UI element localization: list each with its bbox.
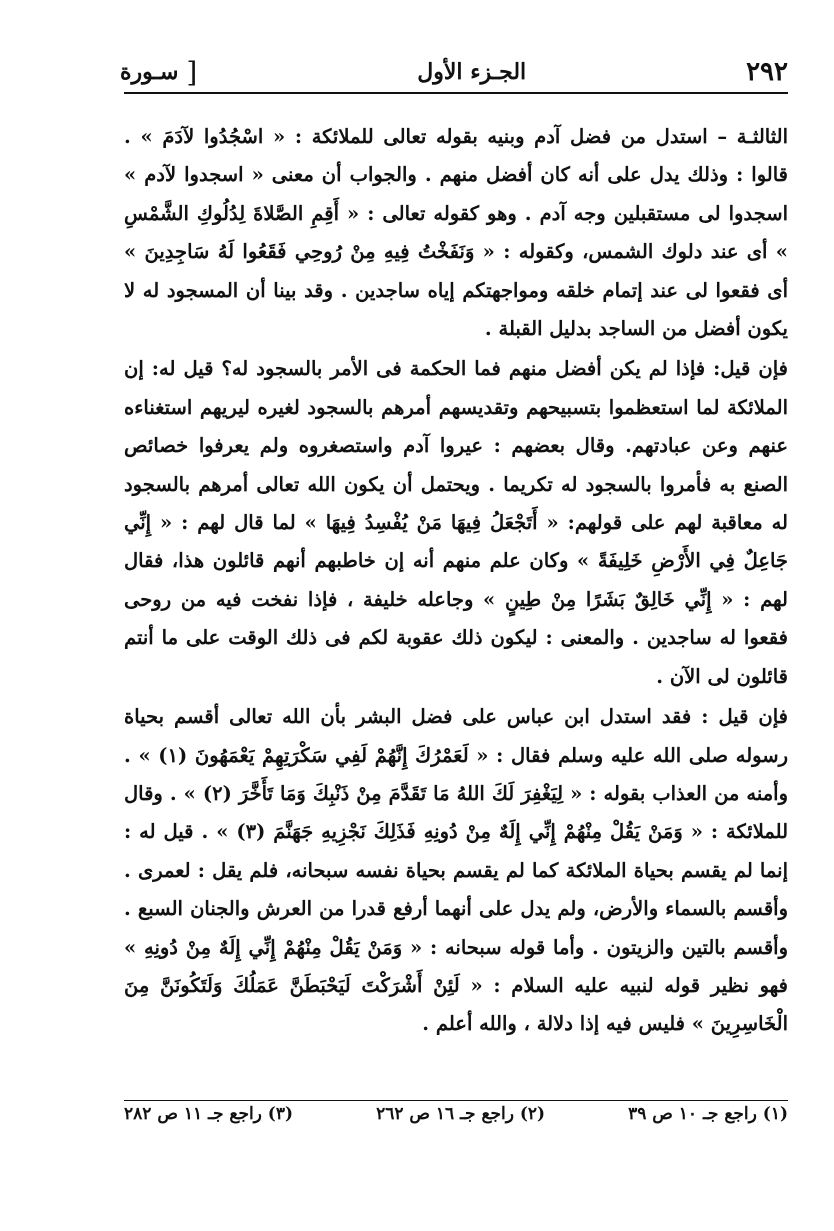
- footnote-2: (٢) راجع جـ ١٦ ص ٢٦٢: [376, 1104, 546, 1124]
- footnote-3: (٣) راجع جـ ١١ ص ٢٨٢: [124, 1104, 294, 1124]
- header-bracket: [: [186, 55, 198, 89]
- surah-label-group: [120, 56, 197, 89]
- surah-label: سـورة: [120, 59, 179, 85]
- page-number: ٢٩٢: [746, 57, 788, 87]
- paragraph-third-point: الثالثـة – استدل من فضل آدم وبنيه بقوله تعالى للملائكة : « اسْجُدُوا لآدَمَ » . قالوا : وذلك يدل على أنه كان أفضل منهم . والجواب أن معنى « اسجدوا لآدم » اسجدوا لى مستقبلين وجه آدم . وهو كقوله تعالى : « أَقِمِ الصَّلاةَ لِدُلُوكِ الشَّمْسِ » أى عند دلوك الشمس، وكقوله : « وَنَفَخْتُ فِيهِ مِنْ رُوحِي فَقَعُوا لَهُ سَاجِدِينَ » أى فقعوا لى عند إتمام خلقه ومواجهتكم إياه ساجدين . وقد بينا أن المسجود له لا يكون أفضل من الساجد بدليل القبلة .: [124, 125, 788, 341]
- footnote-1: (١) راجع جـ ١٠ ص ٣٩: [628, 1104, 788, 1124]
- footnotes: [124, 1104, 788, 1124]
- footnote-rule: [124, 1100, 788, 1101]
- page-body: [124, 118, 788, 1044]
- page-header: [120, 56, 788, 88]
- paragraph-ibn-abbas: فإن قيل : فقد استدل ابن عباس على فضل البشر بأن الله تعالى أقسم بحياة رسوله صلى الله عليه وسلم فقال : « لَعَمْرُكَ إِنَّهُمْ لَفِي سَكْرَتِهِمْ يَعْمَهُونَ (١) » . وأمنه من العذاب بقوله : « لِيَغْفِرَ لَكَ اللهُ مَا تَقَدَّمَ مِنْ ذَنْبِكَ وَمَا تَأَخَّرَ (٢) » . وقال للملائكة : « وَمَنْ يَقُلْ مِنْهُمْ إِنِّي إِلَهٌ مِنْ دُونِهِ فَذَلِكَ نَجْزِيهِ جَهَنَّمَ (٣) » . قيل له : إنما لم يقسم بحياة الملائكة كما لم يقسم بحياة نفسه سبحانه، فلم يقل : لعمرى . وأقسم بالسماء والأرض، ولم يدل على أنهما أرفع قدرا من العرش والجنان السبع . وأقسم بالتين والزيتون . وأما قوله سبحانه : « وَمَنْ يَقُلْ مِنْهُمْ إِنِّي إِلَهٌ مِنْ دُونِهِ » فهو نظير قوله لنبيه عليه السلام : « لَئِنْ أَشْرَكْتَ لَيَحْبَطَنَّ عَمَلُكَ وَلَتَكُونَنَّ مِنَ الْخَاسِرِينَ » فليس فيه إذا دلالة ، والله أعلم .: [124, 705, 789, 1036]
- running-title: الجـزء الأول: [417, 59, 527, 85]
- paragraph-question-wisdom: فإن قيل: فإذا لم يكن أفضل منهم فما الحكمة فى الأمر بالسجود له؟ قيل له: إن الملائكة لما استعظموا بتسبيحهم وتقديسهم أمرهم بالسجود لغيره ليريهم استغناءه عنهم وعن عبادتهم. وقال بعضهم : عيروا آدم واستصغروه ولم يعرفوا خصائص الصنع به فأمروا بالسجود له تكريما . ويحتمل أن يكون الله تعالى أمرهم بالسجود له معاقبة لهم على قولهم: « أَتَجْعَلُ فِيهَا مَنْ يُفْسِدُ فِيهَا » لما قال لهم : « إِنِّي جَاعِلٌ فِي الأَرْضِ خَلِيفَةً » وكان علم منهم أنه إن خاطبهم أنهم قائلون هذا، فقال لهم : « إِنِّي خَالِقٌ بَشَرًا مِنْ طِينٍ » وجاعله خليفة ، فإذا نفخت فيه من روحى فقعوا له ساجدين . والمعنى : ليكون ذلك عقوبة لكم فى ذلك الوقت على ما أنتم قائلون لى الآن .: [124, 357, 788, 688]
- header-rule: [124, 92, 788, 94]
